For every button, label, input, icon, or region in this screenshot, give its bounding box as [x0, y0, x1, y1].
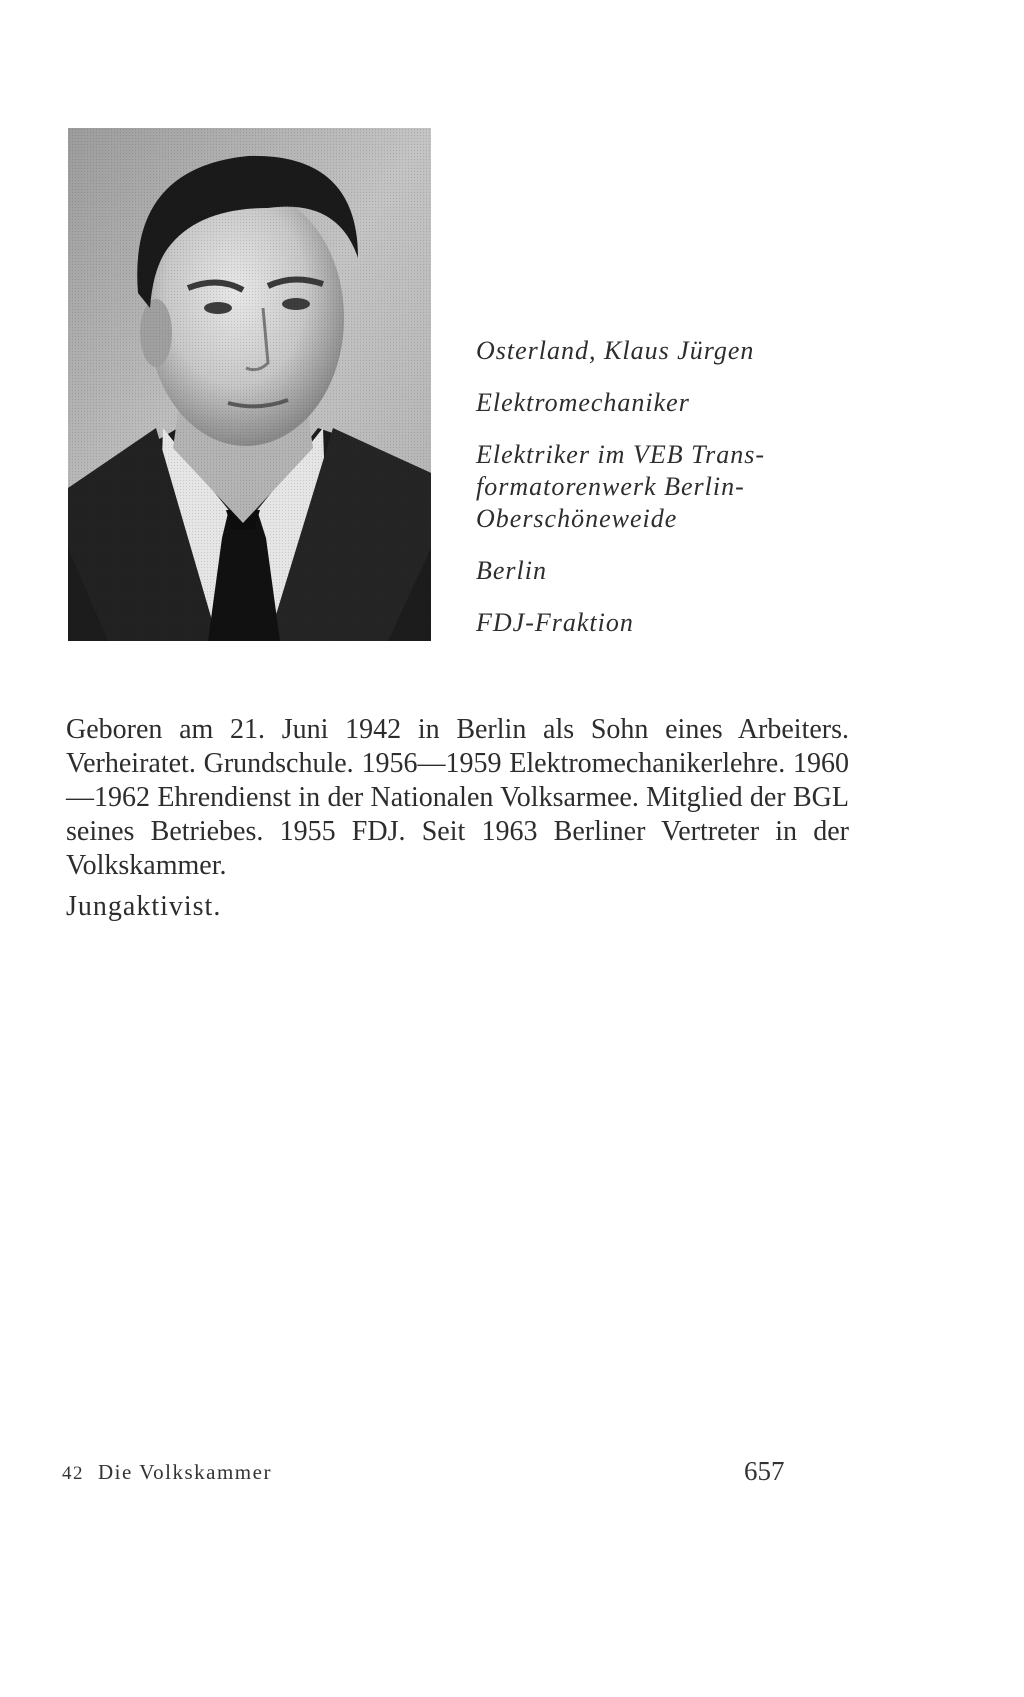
award-text: Jungaktivist.: [66, 891, 222, 922]
footer-signature-line: [62, 1460, 272, 1485]
biography-text: Geboren am 21. Juni 1942 in Berlin als Sohn eines Arbeiters. Verheiratet. Grundschule. 1956—1959 Elektromechanikerlehre. 1960—1962 Ehrendienst in der Nationalen Volksarmee. Mitglied der BGL seines Betriebes. 1955 FDJ. Seit 1963 Berliner Vertreter in der Volkskammer.: [66, 714, 849, 881]
deputy-occupation-line: Oberschöneweide: [476, 504, 678, 533]
portrait-image: [68, 128, 431, 641]
deputy-occupation-line: formatorenwerk Berlin-: [476, 472, 745, 501]
printer-signature: 42: [62, 1463, 84, 1484]
deputy-faction: FDJ-Fraktion: [476, 608, 634, 637]
deputy-name: Osterland, Klaus Jürgen: [476, 336, 755, 365]
deputy-occupation: [476, 439, 836, 535]
publication-title: Die Volkskammer: [98, 1460, 272, 1484]
biography-paragraph: [66, 713, 849, 883]
portrait-photo: [68, 128, 431, 641]
deputy-caption: [476, 335, 836, 659]
page-number: 657: [744, 1456, 785, 1486]
deputy-occupation-line: Elektriker im VEB Trans-: [476, 440, 766, 469]
deputy-profession: Elektromechaniker: [476, 388, 690, 417]
deputy-constituency: Berlin: [476, 556, 547, 585]
